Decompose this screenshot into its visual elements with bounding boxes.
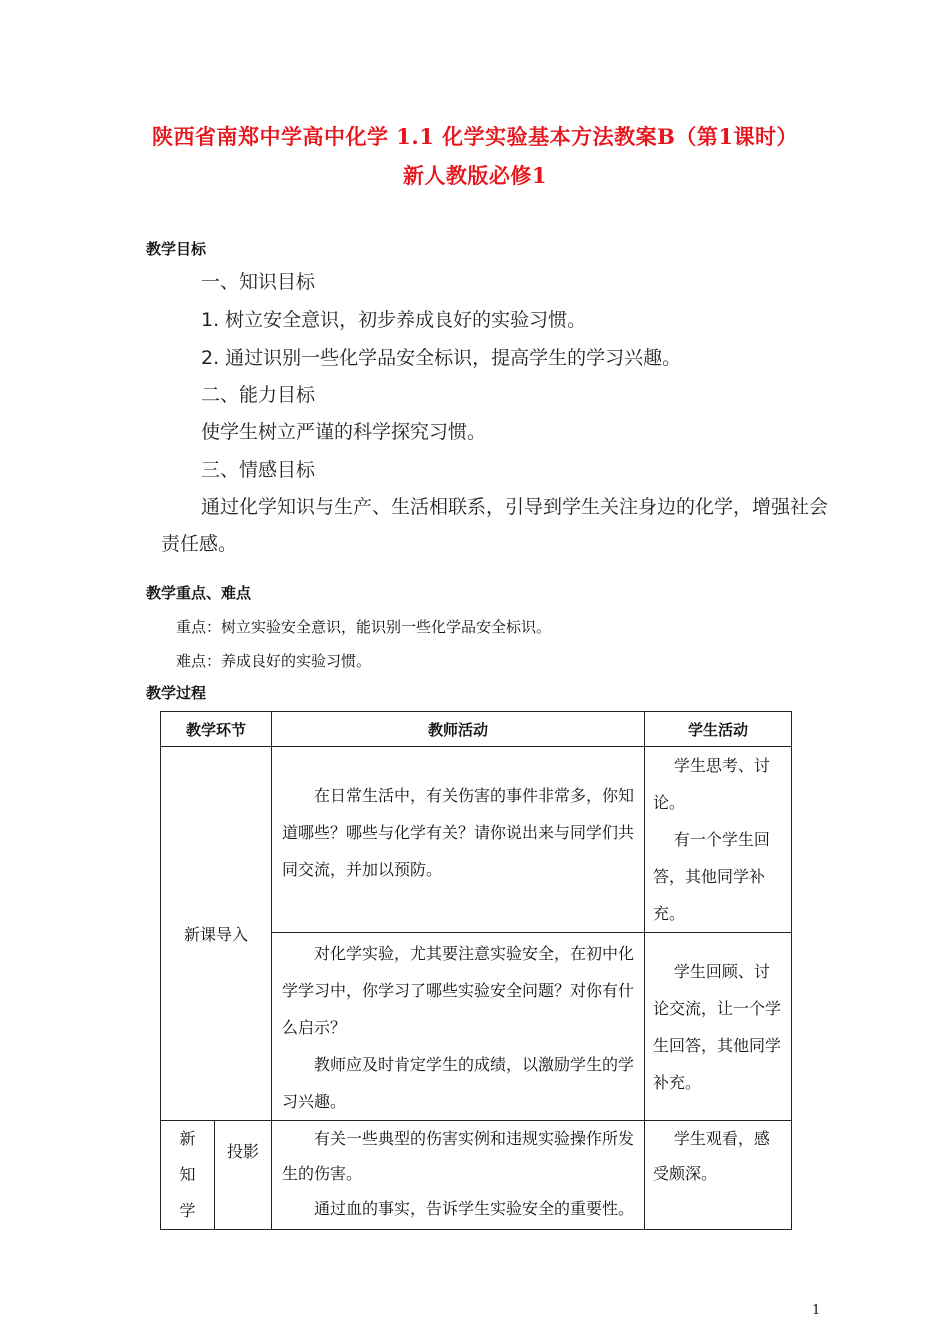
process-heading: 教学过程 bbox=[146, 684, 207, 702]
process-table bbox=[160, 711, 792, 1230]
table-row bbox=[161, 747, 792, 933]
column-header-stage: 教学环节 bbox=[161, 712, 272, 747]
student-activity-cell bbox=[645, 933, 792, 1121]
column-header-student: 学生活动 bbox=[645, 712, 792, 747]
teacher-activity-text: 教师应及时肯定学生的成绩，以激励学生的学习兴趣。 bbox=[282, 1055, 635, 1111]
teacher-activity-text: 在日常生活中，有关伤害的事件非常多，你知道哪些？哪些与化学有关？请你说出来与同学们共同交流，并加以预防。 bbox=[282, 786, 635, 879]
sub-section-cell bbox=[215, 1121, 272, 1230]
vertical-label-char: 学 bbox=[179, 1201, 196, 1220]
knowledge-item-2: 2. 通过识别一些化学品安全标识，提高学生的学习兴趣。 bbox=[201, 347, 682, 369]
teacher-activity-text: 对化学实验，尤其要注意实验安全，在初中化学学习中，你学习了哪些实验安全问题？对你有什么启示？ bbox=[282, 944, 635, 1037]
student-activity-text: 学生回顾、讨论交流，让一个学生回答，其他同学补充。 bbox=[653, 962, 782, 1092]
emotion-text-line2: 责任感。 bbox=[161, 533, 238, 555]
knowledge-item-1: 1. 树立安全意识，初步养成良好的实验习惯。 bbox=[201, 309, 587, 331]
difficulty-point: 难点：养成良好的实验习惯。 bbox=[176, 652, 372, 670]
student-activity-cell bbox=[645, 747, 792, 933]
table-header-row bbox=[161, 712, 792, 747]
teacher-activity-text: 通过血的事实，告诉学生实验安全的重要性。 bbox=[314, 1199, 635, 1218]
ability-heading: 二、能力目标 bbox=[201, 384, 316, 406]
teacher-activity-cell bbox=[272, 1121, 645, 1230]
page-number: 1 bbox=[812, 1303, 821, 1318]
table-row bbox=[161, 1121, 792, 1230]
knowledge-heading: 一、知识目标 bbox=[201, 271, 316, 293]
section-label-new-knowledge bbox=[161, 1121, 215, 1230]
column-header-teacher: 教师活动 bbox=[272, 712, 645, 747]
student-activity-cell bbox=[645, 1121, 792, 1230]
key-point: 重点：树立实验安全意识，能识别一些化学品安全标识。 bbox=[176, 618, 552, 636]
document-title-line1: 陕西省南郑中学高中化学 1.1 化学实验基本方法教案B（第1课时） bbox=[151, 124, 798, 149]
teacher-activity-text: 有关一些典型的伤害实例和违规实验操作所发生的伤害。 bbox=[282, 1129, 635, 1183]
student-activity-text: 学生思考、讨论。 bbox=[653, 756, 770, 812]
document-title-line2: 新人教版必修1 bbox=[402, 163, 548, 188]
teacher-activity-cell bbox=[272, 747, 645, 933]
objectives-heading: 教学目标 bbox=[146, 240, 207, 258]
key-points-heading: 教学重点、难点 bbox=[146, 584, 252, 602]
sub-section-label: 投影 bbox=[227, 1142, 260, 1161]
student-activity-text: 学生观看，感受颇深。 bbox=[653, 1129, 770, 1183]
teacher-activity-cell bbox=[272, 933, 645, 1121]
section-label-intro: 新课导入 bbox=[161, 747, 272, 1121]
vertical-label-char: 知 bbox=[179, 1165, 196, 1184]
ability-text: 使学生树立严谨的科学探究习惯。 bbox=[201, 421, 487, 443]
vertical-label-char: 新 bbox=[179, 1129, 196, 1148]
emotion-text-line1: 通过化学知识与生产、生活相联系，引导到学生关注身边的化学，增强社会 bbox=[201, 496, 829, 518]
student-activity-text: 有一个学生回答，其他同学补充。 bbox=[653, 830, 770, 923]
emotion-heading: 三、情感目标 bbox=[201, 459, 316, 481]
